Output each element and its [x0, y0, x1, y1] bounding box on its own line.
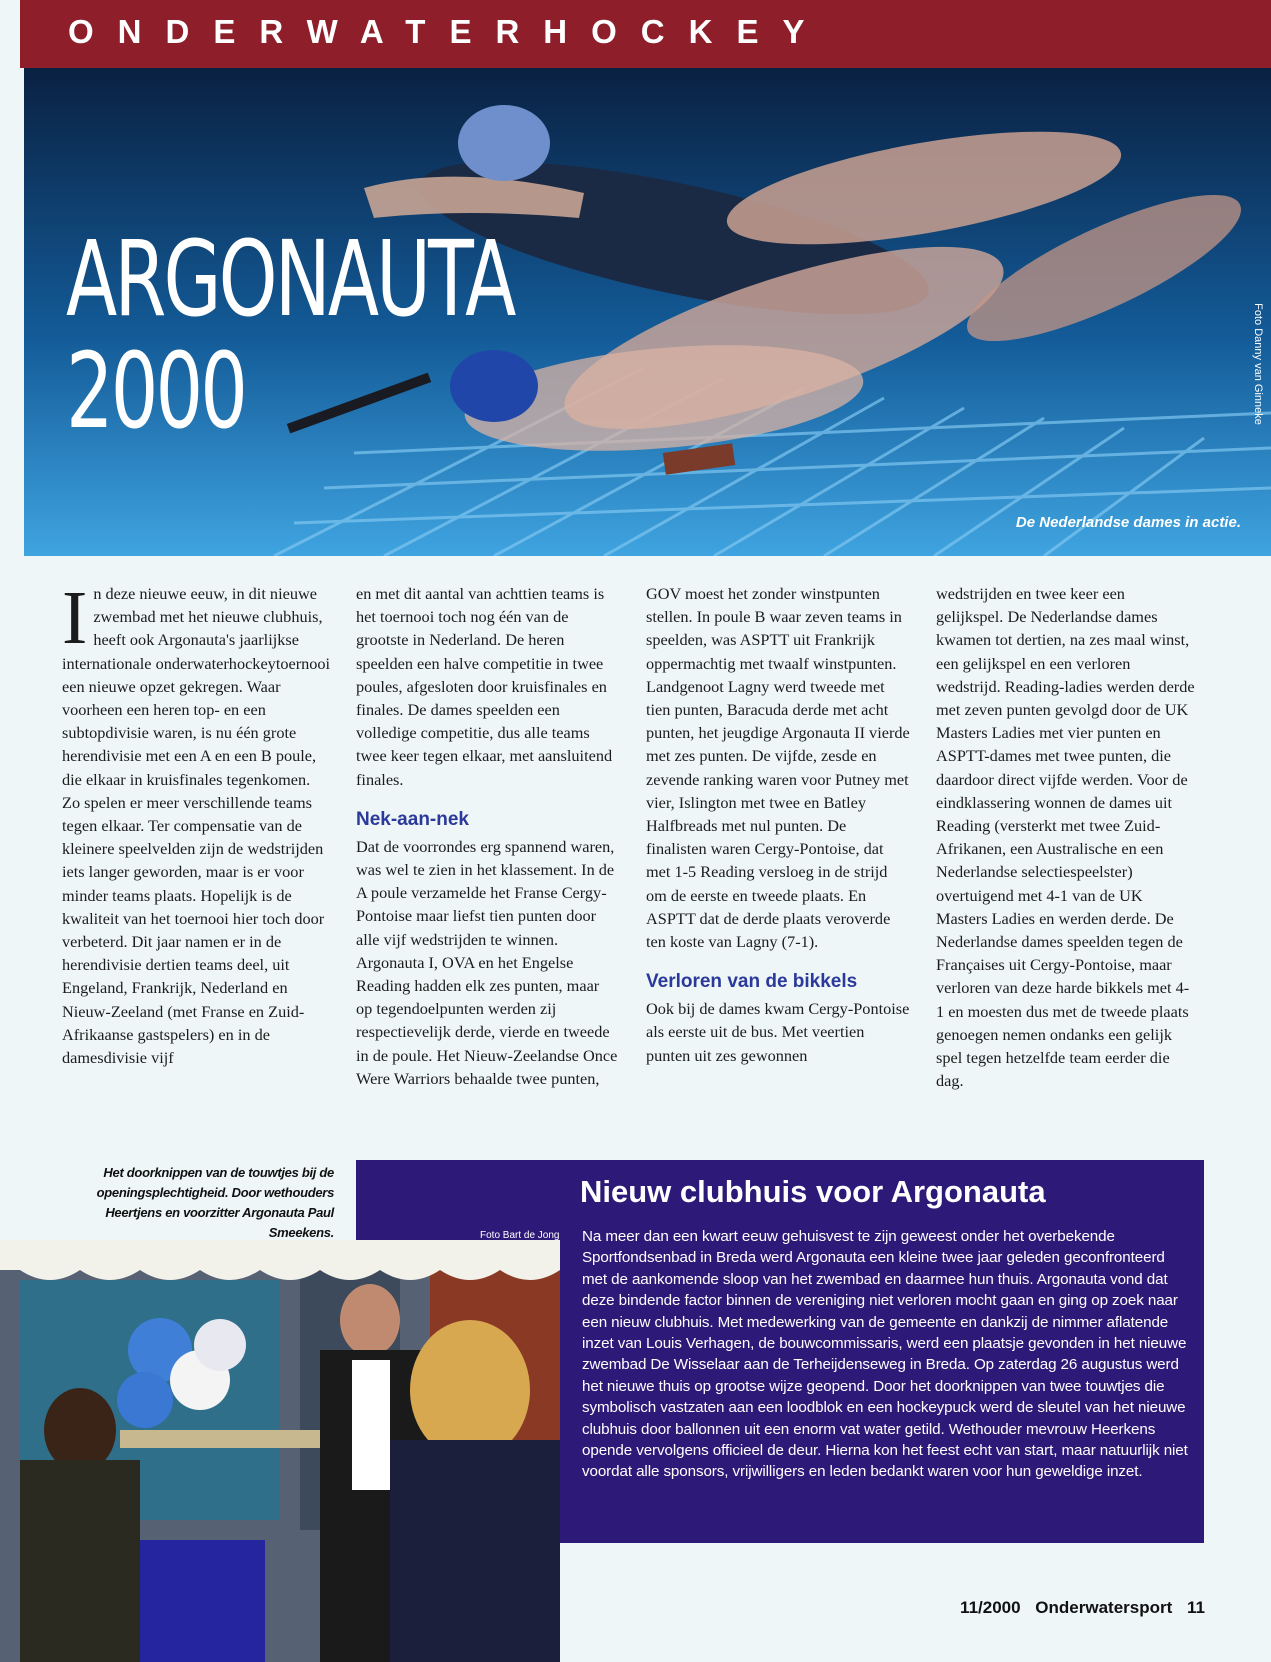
article-title-line-1: ARGONAUTA: [66, 218, 514, 340]
column-4-text: wedstrijden en twee keer een gelijkspel. De Nederlandse dames kwamen tot dertien, na zes maal winst, een gelijkspel en een verloren wedstrijd. Reading-ladies werden derde met zeven punten gevolgd door de UK Masters Ladies met vier punten en ASPTT-dames met twee punten, die daardoor direct vijfde werden. Voor de eindklassering wonnen de dames uit Reading (versterkt met twee Zuid-Afrikanen, een Australische en een Nederlandse selectiespeelster) overtuigend met 4-1 van de UK Masters Ladies en werden derde. De Nederlandse dames speelden tegen de Françaises uit Cergy-Pontoise, maar verloren van deze harde bikkels met 4-1 en moesten dus met de tweede plaats genoegen nemen ondanks een gelijk spel tegen hetzelfde team eerder die dag.: [936, 584, 1195, 1091]
article-column-1: [62, 576, 332, 1069]
section-title: ONDERWATERHOCKEY: [68, 13, 829, 50]
sidebar-title: Nieuw clubhuis voor Argonauta: [580, 1174, 1046, 1209]
footer-page-number: 11: [1187, 1598, 1205, 1617]
section-header-bar: [20, 0, 1271, 68]
article-title: [66, 218, 514, 452]
article-column-4: [936, 582, 1196, 1092]
hero-photo: [24, 68, 1271, 556]
article-column-3: [646, 582, 910, 1067]
article-column-2: [356, 582, 618, 1090]
opening-ceremony-photo: [0, 1240, 560, 1662]
column-2-paragraph-1: en met dit aantal van achttien teams is het toernooi toch nog één van de grootste in Nederland. De heren speelden een halve competitie in twee poules, afgesloten door kruisfinales en finales. De dames speelden een volledige competitie, dus alle teams twee keer tegen elkaar, met aansluitend finales.: [356, 584, 613, 789]
ceremony-photo-image: [0, 1240, 560, 1662]
photo-caption: Het doorknippen van de touwtjes bij de openingsplechtigheid. Door wethouders Heertjens en voorzitter Argonauta Paul Smeekens.: [96, 1165, 334, 1240]
hero-photo-credit: Foto Danny van Ginneke: [1252, 303, 1265, 425]
column-3-paragraph-2: Ook bij de dames kwam Cergy-Pontoise als eerste uit de bus. Met veertien punten uit zes gewonnen: [646, 999, 910, 1065]
ceremony-photo-credit: Foto Bart de Jong: [480, 1230, 560, 1241]
footer-issue: 11/2000: [960, 1598, 1021, 1617]
footer-magazine: Onderwatersport: [1035, 1598, 1173, 1617]
subheading-verloren-van-de-bikkels: Verloren van de bikkels: [646, 971, 858, 993]
column-2-paragraph-2: Dat de voorrondes erg spannend waren, was wel te zien in het klassement. In de A poule verzamelde het Franse Cergy-Pontoise maar liefst tien punten door alle vijf wedstrijden te winnen. Argonauta I, OVA en het Engelse Reading hadden elk zes punten, maar op tegendoelpunten werden zij respectievelijk derde, vierde en tweede in de poule. Het Nieuw-Zeelandse Once Were Warriors behaalde twee punten,: [356, 836, 618, 1088]
column-1-text: n deze nieuwe eeuw, in dit nieuwe zwembad met het nieuwe clubhuis, heeft ook Argonauta's jaarlijkse internationale onderwaterhockeytoernooi een nieuwe opzet gekregen. Waar voorheen een heren top- en een subtopdivisie waren, is nu één grote herendivisie met een A en een B poule, die elkaar in kruisfinales tegenkomen. Zo spelen er meer verschillende teams tegen elkaar. Ter compensatie van de kleinere speelvelden zijn de wedstrijden iets langer geworden, maar is er voor minder teams plaats. Hopelijk is de kwaliteit van het toernooi hier toch door verbeterd. Dit jaar namen er in de herendivisie dertien teams deel, uit Engeland, Frankrijk, Nederland en Nieuw-Zeeland (met Franse en Zuid-Afrikaanse gastspelers) en in de damesdivisie vijf: [62, 584, 331, 1068]
page-footer: [950, 1598, 1205, 1618]
sidebar-text: Na meer dan een kwart eeuw gehuisvest te zijn geweest onder het overbekende Sportfondsenbad in Breda werd Argonauta een kleine twee jaar geleden geconfronteerd met de aankomende sloop van het zwembad en daarmee hun thuis. Argonauta vond dat deze bindende factor binnen de vereniging niet verloren mocht gaan en ging op zoek naar een nieuw clubhuis. Met medewerking van de gemeente en dankzij de nimmer aflatende inzet van Louis Verhagen, de bouwcommissaris, werd een plaatsje gevonden in het nieuwe zwembad De Wisselaar aan de Terheijdenseweg in Breda. Op zaterdag 26 augustus werd het nieuwe thuis op grootse wijze geopend. Door het doorknippen van twee touwtjes die symbolisch vastzaten aan een loodblok en een hockeypuck werd de sleutel van het nieuwe clubhuis door ballonnen uit een enorm vat water getild. Wethouder mevrouw Heerkens opende vervolgens officieel de deur. Hierna kon het feest echt van start, maar natuurlijk niet voordat alle sponsors, vrijwilligers en leden bedankt waren voor hun geweldige inzet.: [582, 1228, 1188, 1481]
article-title-line-2: 2000: [66, 330, 246, 452]
subheading-nek-aan-nek: Nek-aan-nek: [356, 808, 469, 830]
hero-caption: De Nederlandse dames in actie.: [1015, 514, 1241, 531]
drop-cap: I: [62, 576, 88, 660]
column-3-paragraph-1: GOV moest het zonder winstpunten stellen. In poule B waar zeven teams in speelden, was ASPTT uit Frankrijk oppermachtig met twaalf winstpunten. Landgenoot Lagny werd tweede met tien punten, Baracuda derde met acht punten, het jeugdige Argonauta II vierde met zes punten. De vijfde, zesde en zevende ranking waren voor Putney met vier, Islington met twee en Batley Halfbreads met nul punten. De finalisten waren Cergy-Pontoise, dat met 1-5 Reading versloeg in de strijd om de eerste en tweede plaats. En ASPTT dat de derde plaats veroverde ten koste van Lagny (7-1).: [646, 584, 910, 952]
